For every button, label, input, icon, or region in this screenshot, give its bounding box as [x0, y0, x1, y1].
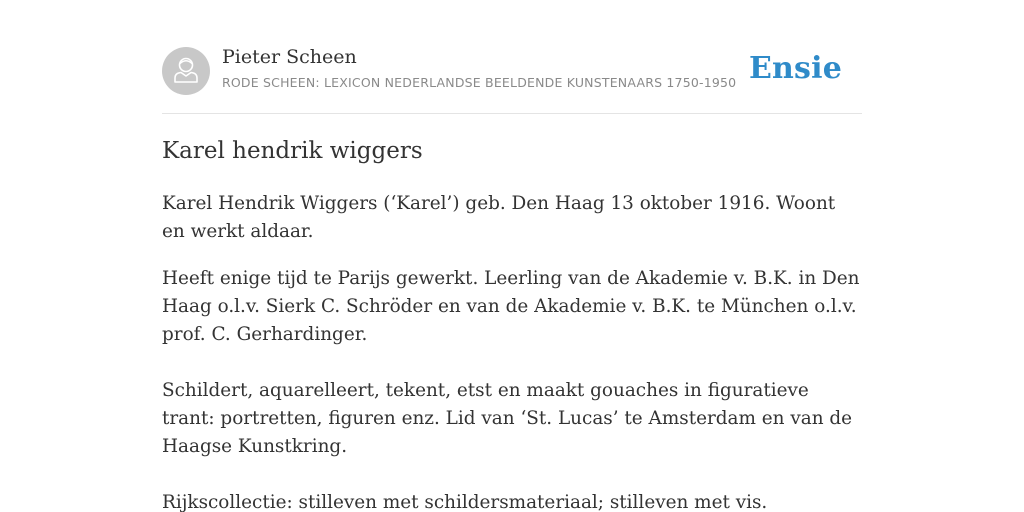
author-name[interactable]: Pieter Scheen [222, 46, 357, 68]
user-icon [162, 47, 210, 95]
article-paragraph: Heeft enige tijd te Parijs gewerkt. Leerling van de Akademie v. B.K. in Den Haag o.l.v. Sierk C. Schröder en van de Akademie v. B.K. te München o.l.v. prof. C. Gerhardinger. [162, 268, 860, 345]
divider [162, 113, 862, 114]
article-paragraph: Rijkscollectie: stilleven met schildersmateriaal; stilleven met vis. [162, 492, 768, 512]
article-paragraph: Schildert, aquarelleert, tekent, etst en maakt gouaches in figuratieve trant: portretten, figuren enz. Lid van ‘St. Lucas’ te Amsterdam en van de Haagse Kunstkring. [162, 380, 853, 457]
article-paragraph: Karel Hendrik Wiggers (‘Karel’) geb. Den Haag 13 oktober 1916. Woont en werkt aldaar. [162, 193, 836, 242]
source-title[interactable]: RODE SCHEEN: LEXICON NEDERLANDSE BEELDENDE KUNSTENAARS 1750-1950 [222, 75, 737, 90]
header [162, 46, 862, 96]
brand-logo[interactable]: Ensie [748, 51, 842, 86]
avatar[interactable] [162, 47, 210, 95]
article-title: Karel hendrik wiggers [162, 138, 423, 164]
